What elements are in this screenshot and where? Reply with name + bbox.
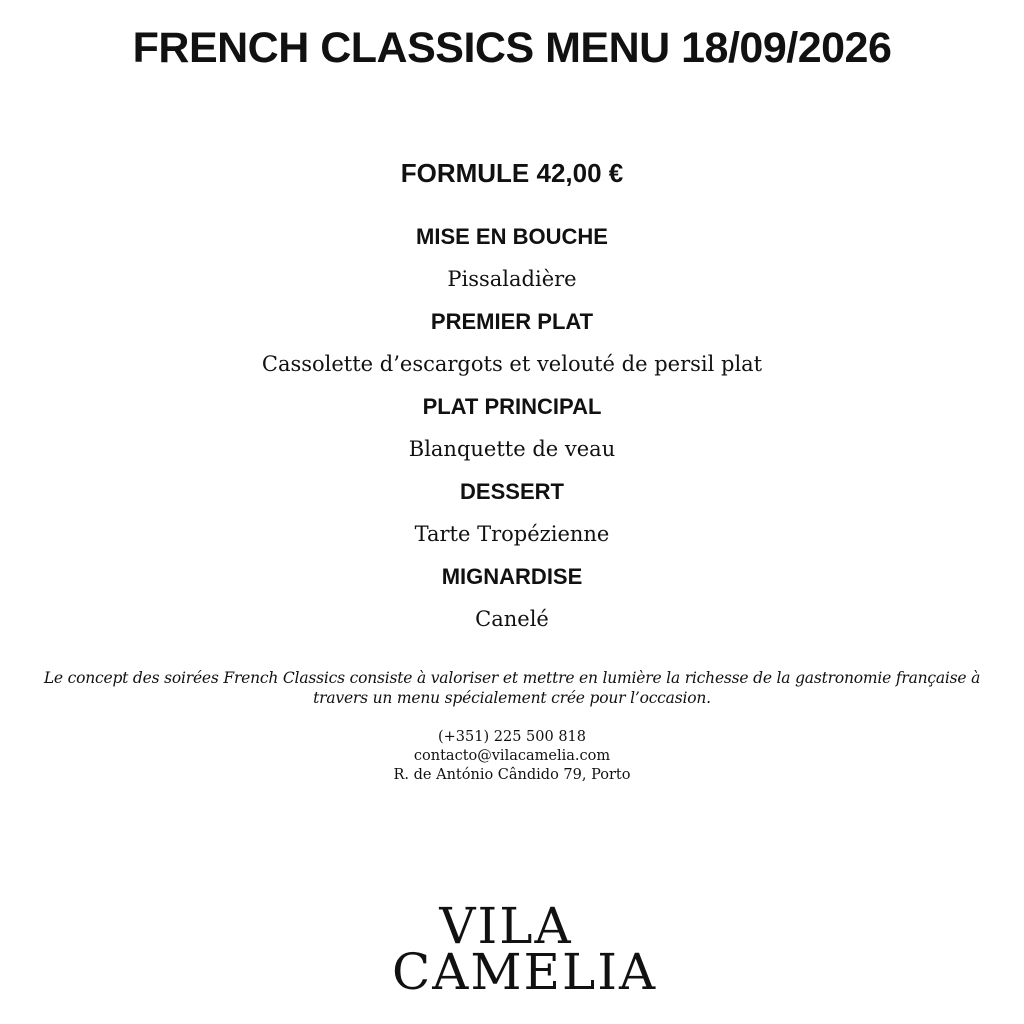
course-mignardise [0,560,1024,645]
formule-price: FORMULE 42,00 € [400,158,624,188]
menu-title: FRENCH CLASSICS MENU 18/09/2026 [132,24,892,72]
course-heading: MISE EN BOUCHE [416,224,608,249]
course-plat-principal [0,390,1024,475]
contact-address: R. de António Cândido 79, Porto [393,767,631,783]
concept-line-2: travers un menu spécialement crée pour l’occasion. [313,689,711,707]
course-dish: Cassolette d’escargots et velouté de persil plat [261,352,763,376]
course-dish: Canelé [475,607,549,631]
concept-line-1: Le concept des soirées French Classics consiste à valoriser et mettre en lumière la richesse de la gastronomie française à [43,669,981,687]
vila-camelia-logo [392,897,658,1001]
course-mise-en-bouche [0,220,1024,305]
course-list [0,220,1024,645]
contact-phone: (+351) 225 500 818 [438,729,586,745]
logo-line-2: CAMELIA [392,943,658,1001]
contact-block [0,728,1024,785]
course-heading: PLAT PRINCIPAL [422,394,602,419]
course-heading: PREMIER PLAT [430,309,594,334]
logo-line-1: VILA [439,897,573,955]
course-premier-plat [0,305,1024,390]
course-dish: Pissaladière [447,267,577,291]
course-dish: Tarte Tropézienne [414,522,610,546]
course-dish: Blanquette de veau [408,437,616,461]
course-heading: MIGNARDISE [441,564,583,589]
course-dessert [0,475,1024,560]
contact-email: contacto@vilacamelia.com [413,748,611,764]
course-heading: DESSERT [460,479,564,504]
concept-description [0,668,1024,708]
